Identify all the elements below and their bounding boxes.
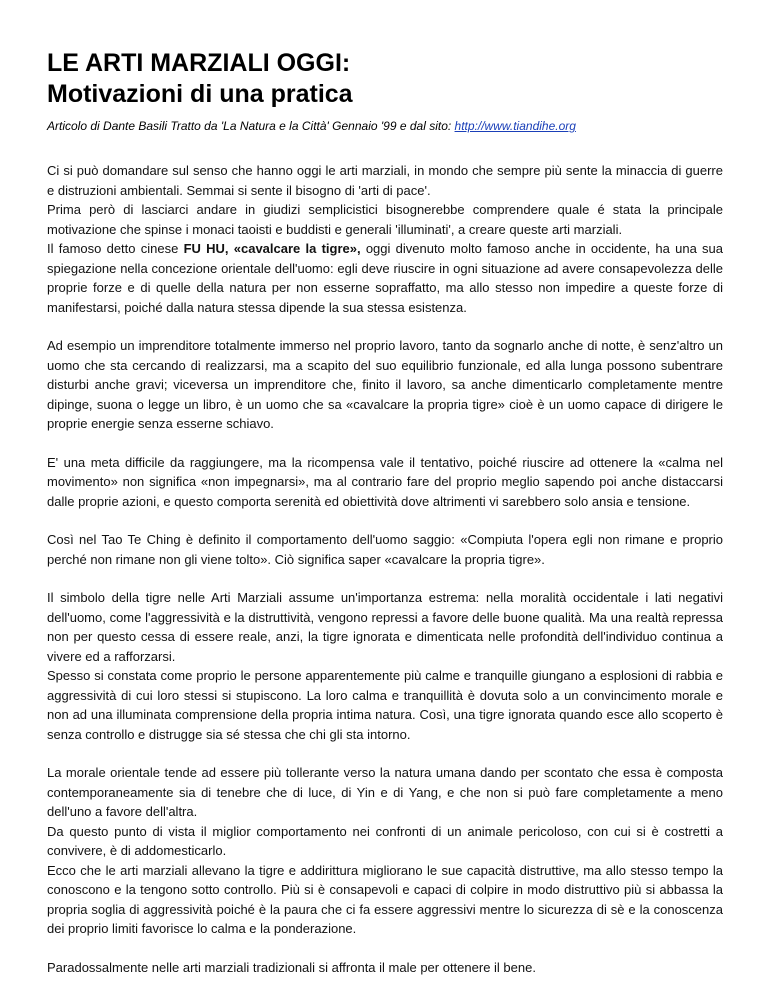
article-subtitle [47, 118, 723, 134]
paragraph-5 [47, 588, 723, 744]
p1-s3-post: oggi divenuto molto famoso anche in occidente, ha una sua spiegazione nella concezione orientale dell'uomo: egli deve riuscire in ogni situazione ad avere consapevolezza delle proprie forze e di quelle della natura per non esserne sopraffatto, ma allo stesso non impedire a queste forze di manifestarsi, poiché dalla natura stessa dipende la sua stessa esistenza. [47, 241, 723, 315]
fu-hu-bold: FU HU, «cavalcare la tigre», [183, 241, 361, 256]
paragraph-4: Così nel Tao Te Ching è definito il comportamento dell'uomo saggio: «Compiuta l'opera egli non rimane e proprio perché non rimane non gli viene tolto». Ciò significa saper «cavalcare la propria tigre». [47, 532, 723, 567]
paragraph-5-sentence-2: Spesso si constata come proprio le persone apparentemente più calme e tranquille giungano a esplosioni di rabbia e aggressività di cui loro stessi si stupiscono. La loro calma e tranquillità è dovuta solo a un convincimento morale e non ad una illuminata comprensione della propria intima natura. Così, una tigre ignorata quando esce allo scoperto è senza controllo e distrugge sia sé stessa che chi gli sta intorno. [47, 668, 723, 742]
paragraph-3: E' una meta difficile da raggiungere, ma la ricompensa vale il tentativo, poiché riuscire ad ottenere la «calma nel movimento» non significa «non impegnarsi», ma al contrario fare del proprio meglio sapendo poi anche distaccarsi dalle proprie azioni, e questo comporta serenità ed obiettività dove altrimenti vi sarebbero solo ansia e tensione. [47, 454, 723, 509]
subtitle-text: Articolo di Dante Basili Tratto da 'La Natura e la Città' Gennaio '99 e dal sito: [47, 119, 455, 133]
paragraph-6 [47, 763, 723, 939]
paragraph-6-sentence-3: Ecco che le arti marziali allevano la tigre e addirittura migliorano le sue capacità distruttive, ma allo stesso tempo la conoscono e la tengono sotto controllo. Più si è consapevoli e capaci di colpire in modo distruttivo più si abbassa la propria soglia di aggressività poiché è la paura che ci fa essere aggressivi mentre lo sicurezza di sè e la conoscenza dei proprio limiti favorisce lo calma e la ponderazione. [47, 862, 723, 936]
paragraph-6-sentence-1: La morale orientale tende ad essere più tollerante verso la natura umana dando per scontato che essa è composta contemporaneamente sia di tenebre che di luce, di Yin e di Yang, e che non si può fare completamente a meno dell'uno a favore dell'altra. [47, 765, 723, 819]
paragraph-6-sentence-2: Da questo punto di vista il miglior comportamento nei confronti di un animale pericoloso, con cui si è costretti a convivere, è di addomesticarlo. [47, 823, 723, 858]
paragraph-1-sentence-3 [47, 239, 723, 317]
article-body [47, 161, 723, 977]
title-line-1: LE ARTI MARZIALI OGGI: [47, 49, 351, 77]
article-title [47, 48, 723, 110]
paragraph-1-sentence-2: Prima però di lasciarci andare in giudizi semplicistici bisognerebbe comprendere quale é stata la principale motivazione che spinse i monaci taoisti e buddisti e generali 'illuminati', a creare queste arti marziali. [47, 202, 723, 237]
paragraph-1 [47, 161, 723, 317]
article [47, 48, 723, 996]
paragraph-7: Paradossalmente nelle arti marziali tradizionali si affronta il male per ottenere il bene. [47, 959, 536, 975]
paragraph-1-sentence-1: Ci si può domandare sul senso che hanno oggi le arti marziali, in mondo che sempre più sente la minaccia di guerre e distruzioni ambientali. Semmai si sente il bisogno di 'arti di pace'. [47, 163, 723, 198]
source-link[interactable]: http://www.tiandihe.org [454, 119, 576, 133]
title-line-2: Motivazioni di una pratica [47, 80, 353, 108]
p1-s3-pre: Il famoso detto cinese [47, 241, 184, 256]
paragraph-5-sentence-1: Il simbolo della tigre nelle Arti Marziali assume un'importanza estrema: nella moralità occidentale i lati negativi dell'uomo, come l'aggressività e la distruttività, vengono repressi a favore delle buone qualità. Ma una realtà repressa non per questo cessa di essere reale, anzi, la tigre ignorata e dimenticata nelle profondità dell'individuo continua a vivere ed a rafforzarsi. [47, 590, 723, 664]
paragraph-2: Ad esempio un imprenditore totalmente immerso nel proprio lavoro, tanto da sognarlo anche di notte, è senz'altro un uomo che sta cercando di realizzarsi, ma a scapito del suo equilibrio funzionale, ed alla lunga possono subentrare disturbi anche gravi; viceversa un imprenditore che, finito il lavoro, sa anche dimenticarlo completamente mentre dipinge, suona o legge un libro, è un uomo che sa «cavalcare la propria tigre» cioè è un uomo capace di dirigere le proprie energie senza esserne schiavo. [47, 338, 723, 431]
